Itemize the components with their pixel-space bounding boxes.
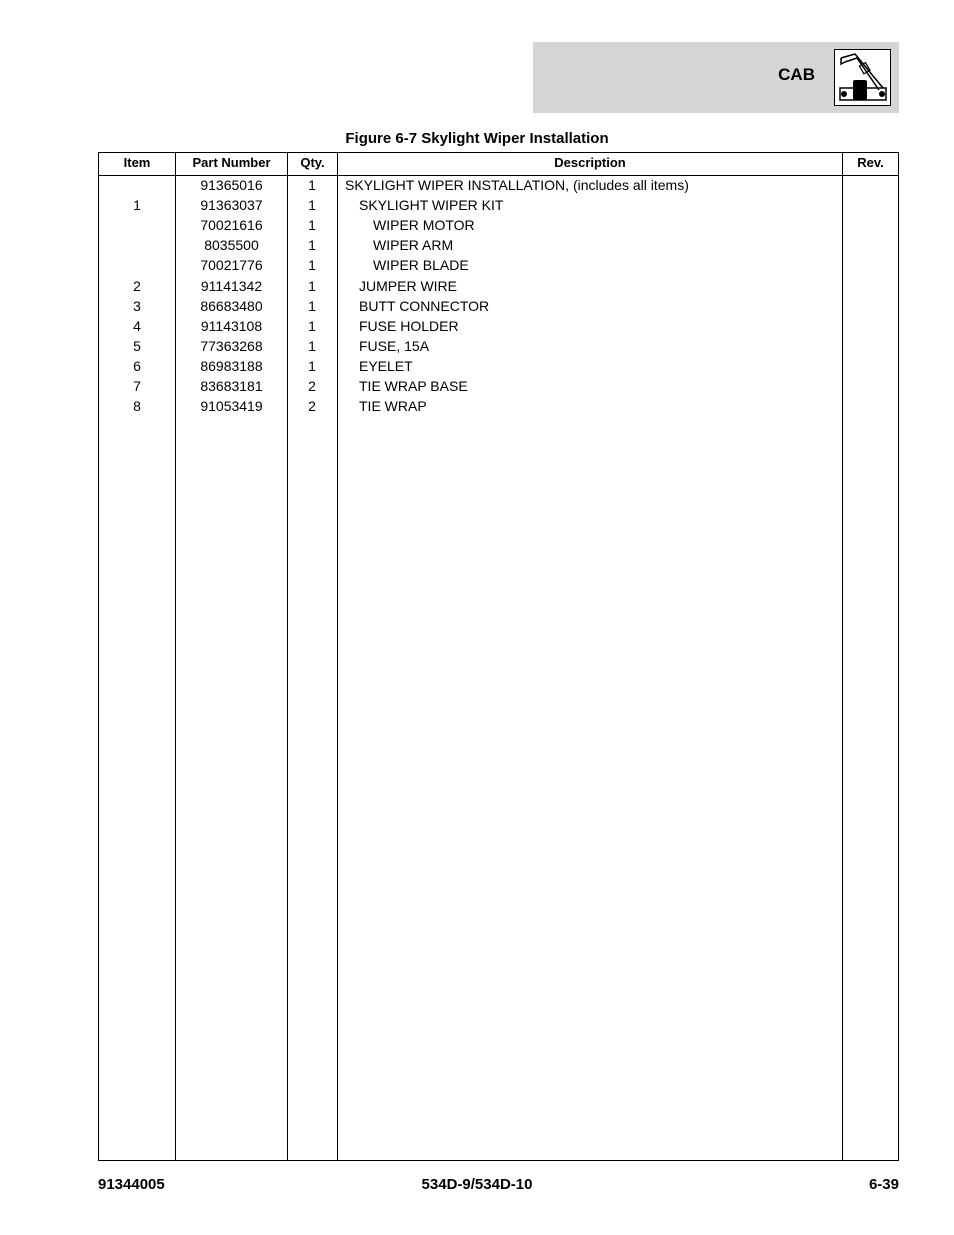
model-number: 534D-9/534D-10 [421,1176,533,1193]
column-header-item: Item [123,155,151,170]
document-number: 91344005 [98,1176,165,1193]
table-row [99,356,898,376]
parts-table [98,152,899,1161]
column-header-qty: Qty. [300,155,325,170]
item-cell: 2 [133,277,141,294]
part-number-cell: 70021776 [200,257,263,274]
table-row [99,175,898,195]
part-number-cell: 91141342 [200,277,263,294]
qty-cell: 1 [308,257,316,274]
column-header-description: Description [554,155,626,170]
page-number: 6-39 [868,1176,899,1193]
qty-cell: 2 [308,378,316,394]
section-header [533,42,899,113]
description-cell: WIPER MOTOR [373,217,475,234]
table-row [99,316,898,336]
qty-cell: 1 [308,297,316,314]
part-number-cell: 83683181 [200,378,263,394]
qty-cell: 1 [308,197,316,214]
part-number-cell: 91365016 [200,177,263,193]
qty-cell: 1 [308,237,316,254]
column-header-rev: Rev. [857,155,884,170]
machine-icon [834,49,891,106]
description-cell: WIPER ARM [373,237,454,254]
table-row [99,396,898,416]
qty-cell: 1 [308,337,316,354]
description-cell: EYELET [359,357,413,374]
qty-cell: 1 [308,357,316,374]
item-cell: 3 [133,297,141,314]
machine-icon-graphic [835,50,890,105]
item-cell: 7 [133,378,141,394]
table-row [99,276,898,296]
part-number-cell: 91053419 [200,398,263,415]
table-row [99,336,898,356]
qty-cell: 1 [308,217,316,234]
description-cell: BUTT CONNECTOR [359,297,490,314]
table-row [99,235,898,255]
description-cell: FUSE, 15A [359,337,430,354]
part-number-cell: 70021616 [200,217,263,234]
description-cell: JUMPER WIRE [359,277,457,294]
table-row [99,296,898,316]
table-row [99,255,898,275]
qty-cell: 2 [308,398,316,415]
column-header-part-number: Part Number [192,155,271,170]
item-cell: 4 [133,317,141,334]
qty-cell: 1 [308,317,316,334]
description-cell: WIPER BLADE [373,257,469,274]
part-number-cell: 91143108 [200,317,263,334]
table-row [99,215,898,235]
part-number-cell: 86683480 [200,297,263,314]
part-number-cell: 86983188 [200,357,263,374]
table-row [99,376,898,396]
item-cell: 5 [133,337,141,354]
description-cell: FUSE HOLDER [359,317,459,334]
description-cell: SKYLIGHT WIPER INSTALLATION, (includes all items) [345,177,689,193]
figure-title: Figure 6-7 Skylight Wiper Installation [345,130,609,147]
item-cell: 8 [133,398,141,415]
qty-cell: 1 [308,177,316,193]
table-row [99,195,898,215]
item-cell: 1 [133,197,141,214]
description-cell: TIE WRAP [359,398,427,415]
item-cell: 6 [133,357,141,374]
part-number-cell: 77363268 [200,337,263,354]
section-label: CAB [778,65,815,84]
description-cell: TIE WRAP BASE [359,378,468,394]
part-number-cell: 8035500 [204,237,259,254]
qty-cell: 1 [308,277,316,294]
description-cell: SKYLIGHT WIPER KIT [359,197,504,214]
part-number-cell: 91363037 [200,197,263,214]
